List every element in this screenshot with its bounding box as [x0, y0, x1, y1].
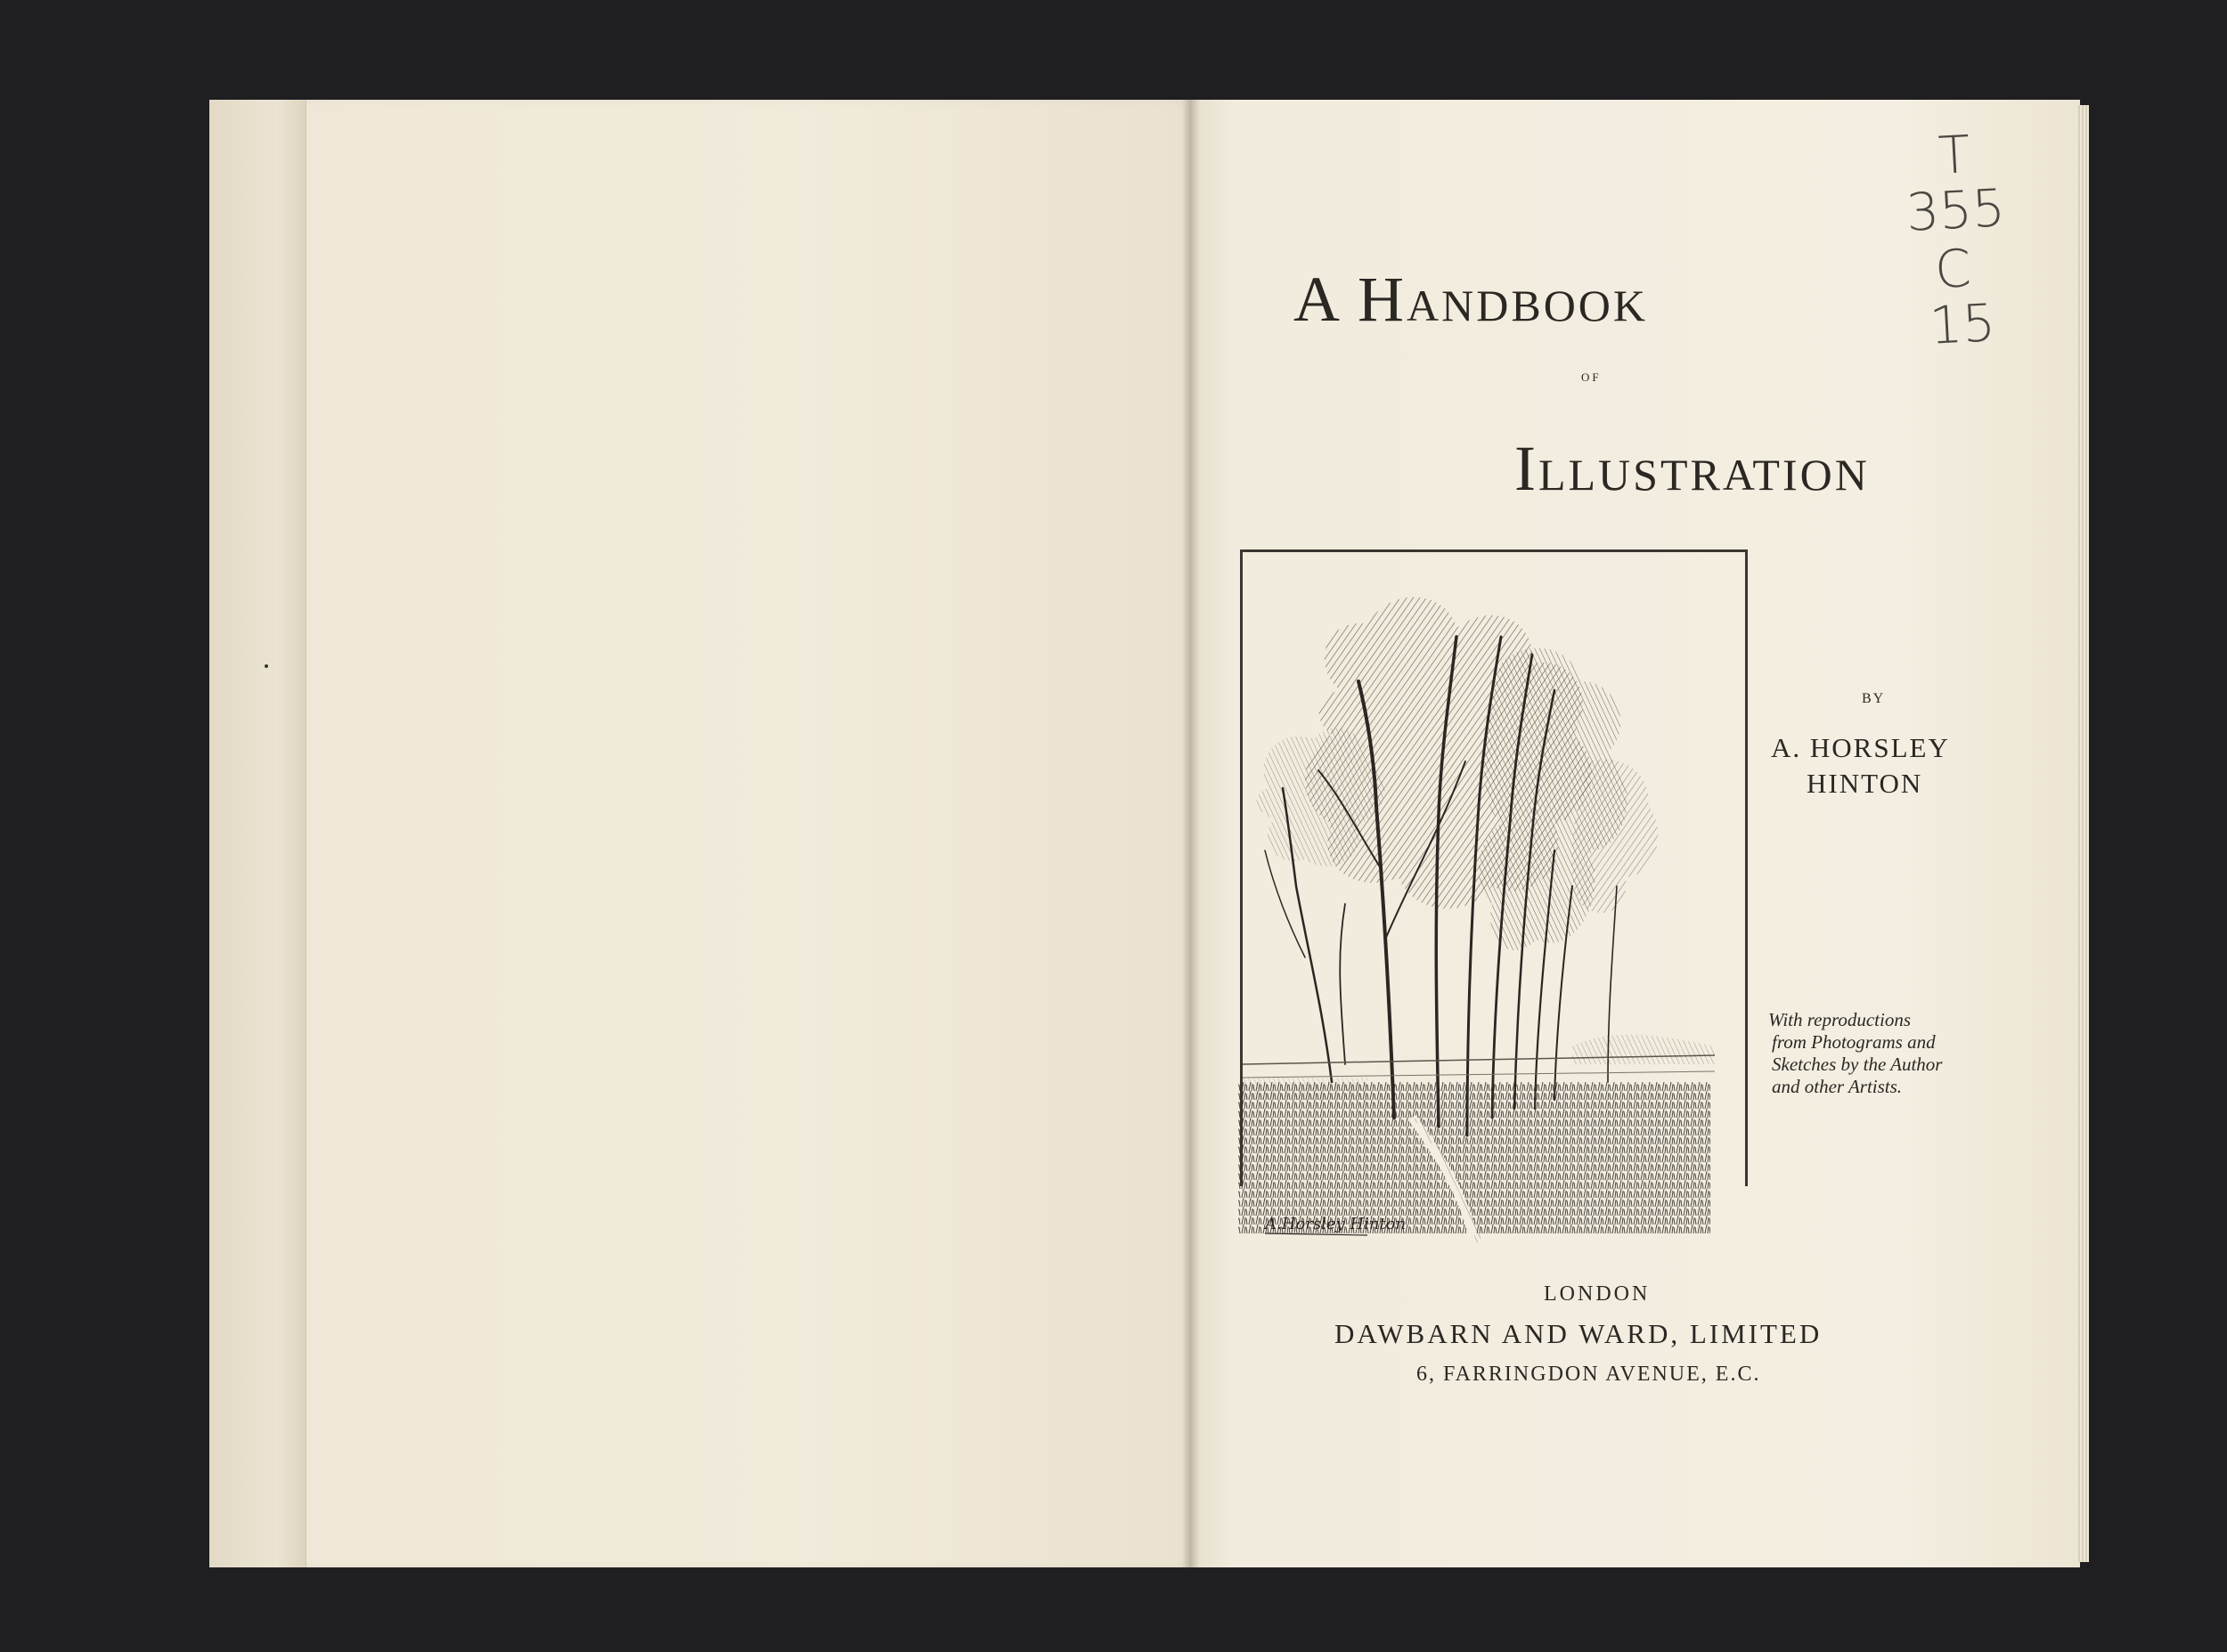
- page-edges: [2078, 105, 2089, 1562]
- note-line: from Photograms and: [1772, 1031, 1936, 1053]
- handwritten-shelfmark: [1906, 125, 2031, 365]
- note-line: With reproductions: [1768, 1009, 1912, 1030]
- title-line-1: A Handbook: [1293, 264, 1649, 335]
- imprint-address: 6, FARRINGDON AVENUE, E.C.: [1416, 1363, 1761, 1386]
- artist-signature: A.Horsley Hinton: [1265, 1215, 1407, 1233]
- byline-by: BY: [1862, 691, 1886, 706]
- shelfmark-line: C: [1933, 237, 1973, 301]
- shelfmark-line: T: [1937, 124, 1972, 186]
- note-line: and other Artists.: [1772, 1076, 1903, 1097]
- shelfmark-line: 355: [1905, 177, 2007, 243]
- tree-landscape-engraving: [1234, 583, 1719, 1247]
- paper-speck: [265, 664, 268, 668]
- title-line-2: Illustration: [1514, 433, 1870, 504]
- gutter: [1182, 100, 1200, 1567]
- imprint-publisher: DAWBARN AND WARD, LIMITED: [1334, 1318, 1823, 1349]
- title-connector: of: [1581, 367, 1602, 386]
- note-line: Sketches by the Author: [1772, 1054, 1943, 1075]
- binding-strip: [209, 100, 306, 1567]
- author-name-line-2: HINTON: [1807, 768, 1923, 799]
- left-page: [209, 100, 1191, 1567]
- imprint-city: LONDON: [1544, 1282, 1651, 1306]
- author-name-line-1: A. HORSLEY: [1771, 732, 1950, 763]
- shelfmark-line: 15: [1928, 292, 1997, 356]
- reproductions-note: [1768, 1009, 1942, 1098]
